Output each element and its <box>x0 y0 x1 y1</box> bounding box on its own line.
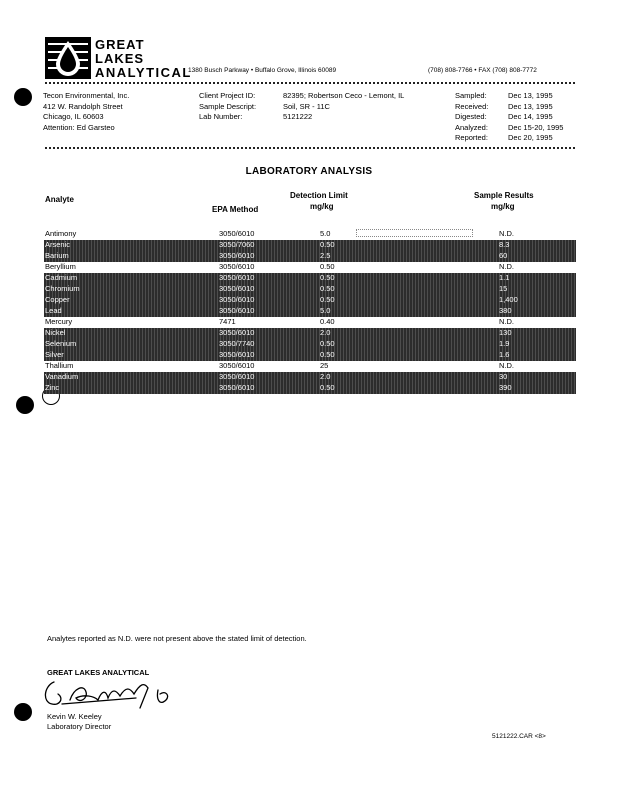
result-cell: 30 <box>499 372 508 381</box>
result-cell: N.D. <box>499 229 514 238</box>
result-cell: 1.9 <box>499 339 510 348</box>
client-block <box>43 91 129 133</box>
punch-hole-top <box>14 88 32 106</box>
method-cell: 3050/6010 <box>219 372 255 381</box>
date-labels <box>455 91 488 144</box>
table-row <box>44 240 576 251</box>
sampled-value: Dec 13, 1995 <box>508 91 553 100</box>
table-row <box>44 339 576 350</box>
method-cell: 3050/7740 <box>219 339 255 348</box>
limit-cell: 0.40 <box>320 317 335 326</box>
analyte-cell: Beryllium <box>45 262 76 271</box>
header-rule <box>45 82 575 84</box>
method-cell: 3050/6010 <box>219 306 255 315</box>
letterhead-phone: (708) 808-7766 • FAX (708) 808-7772 <box>428 67 537 74</box>
table-row <box>44 306 576 317</box>
limit-cell: 5.0 <box>320 229 331 238</box>
reported-label: Reported: <box>455 133 488 142</box>
result-cell: 390 <box>499 383 512 392</box>
method-cell: 3050/6010 <box>219 328 255 337</box>
signatory-block <box>47 712 111 732</box>
project-id-value: 82395; Robertson Ceco - Lemont, IL <box>283 91 405 100</box>
limit-cell: 25 <box>320 361 329 370</box>
detection-footnote: Analytes reported as N.D. were not present above the stated limit of detection. <box>47 634 307 643</box>
result-cell: 1.1 <box>499 273 510 282</box>
result-cell: 8.3 <box>499 240 510 249</box>
logo-word-analytical: ANALYTICAL <box>95 65 192 80</box>
detection-units-header: mg/kg <box>310 202 334 211</box>
digested-value: Dec 14, 1995 <box>508 112 553 121</box>
digested-label: Digested: <box>455 112 487 121</box>
limit-cell: 2.0 <box>320 372 331 381</box>
table-row <box>44 251 576 262</box>
detection-limit-header: Detection Limit <box>290 191 348 200</box>
client-city: Chicago, IL 60603 <box>43 112 104 121</box>
result-cell: N.D. <box>499 262 514 271</box>
result-cell: 130 <box>499 328 512 337</box>
client-name: Tecon Environmental, Inc. <box>43 91 130 100</box>
sample-descript-value: Soil, SR - 11C <box>283 101 330 111</box>
result-cell: N.D. <box>499 317 514 326</box>
punch-hole-middle <box>16 396 34 414</box>
sample-descript-label: Sample Descript: <box>199 101 257 111</box>
letterhead-address: 1380 Busch Parkway • Buffalo Grove, Illinois 60089 <box>188 67 337 74</box>
limit-cell: 0.50 <box>320 240 335 249</box>
limit-cell: 0.50 <box>320 295 335 304</box>
client-street: 412 W. Randolph Street <box>43 101 123 111</box>
method-cell: 3050/6010 <box>219 273 255 282</box>
table-row <box>44 295 576 306</box>
results-units-header: mg/kg <box>491 202 515 211</box>
limit-cell: 5.0 <box>320 306 331 315</box>
lab-number-value: 5121222 <box>283 112 313 121</box>
analyzed-label: Analyzed: <box>455 122 488 132</box>
limit-cell: 0.50 <box>320 350 335 359</box>
handwritten-signature <box>40 676 190 712</box>
logo-word-great: GREAT <box>95 37 145 52</box>
limit-cell: 2.5 <box>320 251 331 260</box>
method-cell: 7471 <box>219 317 236 326</box>
signatory-title: Laboratory Director <box>47 722 112 731</box>
method-cell: 3050/6010 <box>219 383 255 392</box>
limit-cell: 0.50 <box>320 383 335 392</box>
lab-number-label: Lab Number: <box>199 112 243 121</box>
method-cell: 3050/6010 <box>219 350 255 359</box>
analyte-cell: Antimony <box>45 229 77 238</box>
limit-cell: 0.50 <box>320 284 335 293</box>
analyte-cell: Arsenic <box>45 240 71 249</box>
limit-cell: 0.50 <box>320 273 335 282</box>
analyte-cell: Lead <box>45 306 62 315</box>
method-cell: 3050/6010 <box>219 295 255 304</box>
result-cell: 380 <box>499 306 512 315</box>
table-row <box>44 284 576 295</box>
analyzed-value: Dec 15-20, 1995 <box>508 122 564 132</box>
table-row <box>44 273 576 284</box>
analyte-cell: Cadmium <box>45 273 78 282</box>
report-title: LABORATORY ANALYSIS <box>245 166 373 177</box>
reported-value: Dec 20, 1995 <box>508 133 553 142</box>
project-labels <box>199 91 256 123</box>
table-row <box>44 361 576 373</box>
method-cell: 3050/7060 <box>219 240 255 249</box>
logo-word-lakes: LAKES <box>95 51 145 66</box>
analyte-cell: Selenium <box>45 339 77 348</box>
analyte-cell: Barium <box>45 251 69 260</box>
received-value: Dec 13, 1995 <box>508 101 553 111</box>
method-cell: 3050/6010 <box>219 251 255 260</box>
result-cell: N.D. <box>499 361 514 370</box>
analyte-cell: Silver <box>45 350 64 359</box>
result-cell: 1.6 <box>499 350 510 359</box>
results-header: Sample Results <box>474 191 534 200</box>
table-row <box>44 262 576 274</box>
signatory-name: Kevin W. Keeley <box>47 712 102 721</box>
table-row <box>44 372 576 383</box>
limit-cell: 2.0 <box>320 328 331 337</box>
analyte-cell: Chromium <box>45 284 80 293</box>
info-rule <box>45 147 575 149</box>
date-values <box>508 91 563 144</box>
droplet-icon <box>45 37 91 79</box>
received-label: Received: <box>455 101 489 111</box>
analyte-header: Analyte <box>45 195 74 204</box>
table-row <box>44 317 576 329</box>
file-reference: 5121222.CAR <8> <box>492 733 546 740</box>
method-cell: 3050/6010 <box>219 229 255 238</box>
table-row <box>44 229 576 241</box>
method-cell: 3050/6010 <box>219 284 255 293</box>
limit-cell: 0.50 <box>320 339 335 348</box>
client-attention: Attention: Ed Garsteo <box>43 122 115 132</box>
table-row <box>44 328 576 339</box>
punch-hole-bottom <box>14 703 32 721</box>
method-cell: 3050/6010 <box>219 361 255 370</box>
signature-company: GREAT LAKES ANALYTICAL <box>47 668 150 677</box>
project-id-label: Client Project ID: <box>199 91 256 100</box>
result-cell: 15 <box>499 284 508 293</box>
analyte-cell: Thallium <box>45 361 74 370</box>
analyte-cell: Vanadium <box>45 372 79 381</box>
limit-cell: 0.50 <box>320 262 335 271</box>
result-cell: 1,400 <box>499 295 518 304</box>
analyte-cell: Nickel <box>45 328 66 337</box>
epa-method-header: EPA Method <box>212 205 259 214</box>
project-values <box>283 91 404 123</box>
analyte-cell: Copper <box>45 295 70 304</box>
analyte-cell: Mercury <box>45 317 73 326</box>
result-cell: 60 <box>499 251 508 260</box>
analyte-cell: Zinc <box>45 383 60 392</box>
table-row <box>44 350 576 361</box>
sampled-label: Sampled: <box>455 91 487 100</box>
method-cell: 3050/6010 <box>219 262 255 271</box>
table-row <box>44 383 576 394</box>
